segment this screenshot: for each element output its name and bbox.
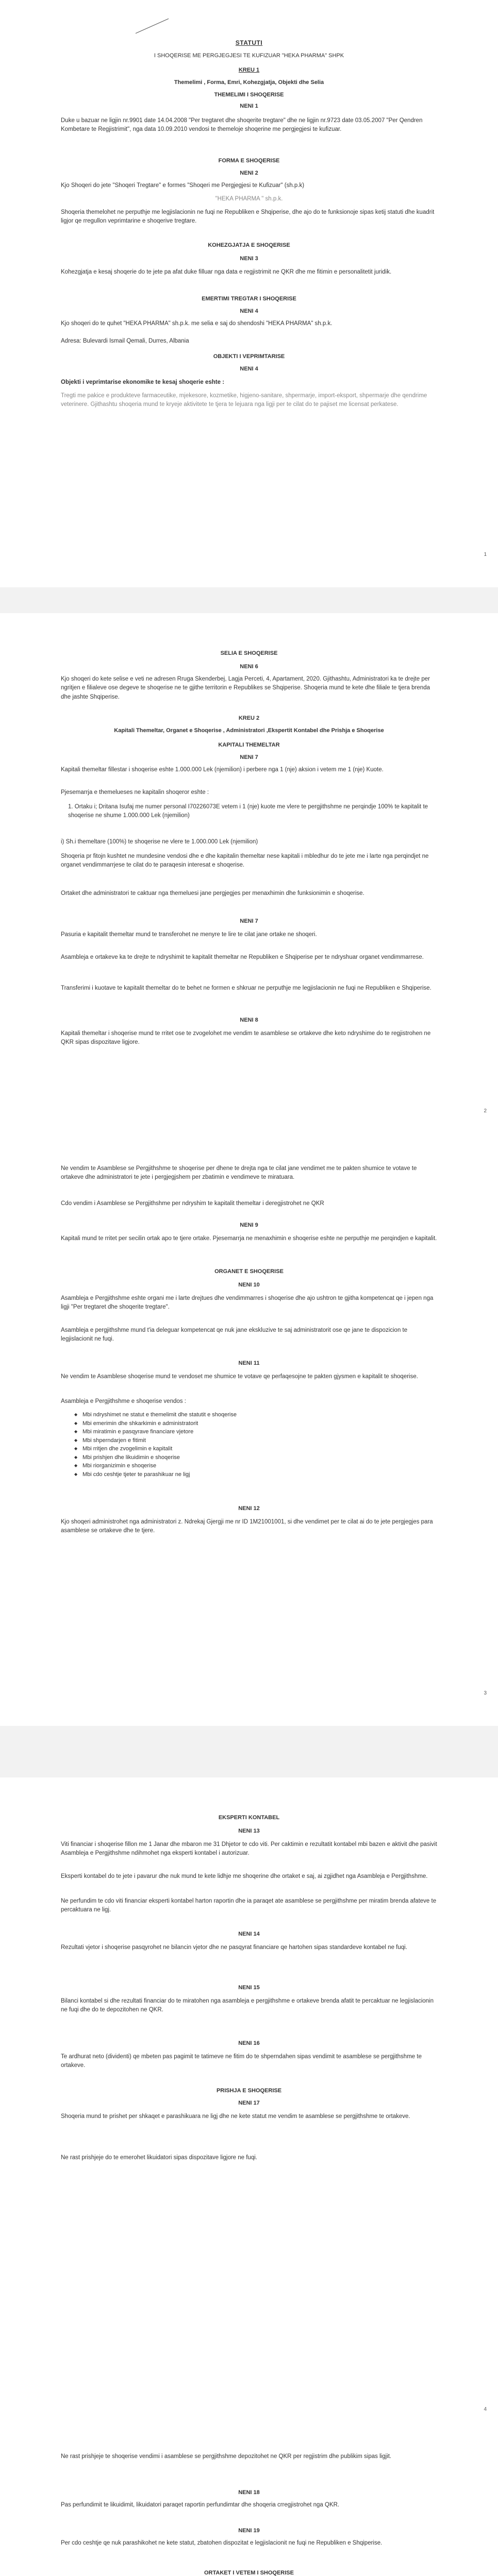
document-subtitle: I SHOQERISE ME PERGJEGJESI TE KUFIZUAR "HEKA PHARMA" SHPK — [154, 53, 344, 59]
article-text: Ortaket dhe administratori te caktuar nga themeluesi jane pergjegjes per menaxhimin dhe funksionimin e shoqerise. — [61, 890, 364, 896]
company-name: "HEKA PHARMA " sh.p.k. — [215, 196, 283, 202]
article-heading: NENI 8 — [240, 1017, 258, 1023]
article-text: Shoqeria themelohet ne perputhje me legjislacionin ne fuqi ne Republiken e Shqiperise, dhe ajo do te funksionoje sipas ketij statuti dhe kuadrit ligjor qe rregullon veprimtarine e shoqerive tregtare. — [61, 209, 435, 225]
article-text: Ne perfundim te cdo viti financiar eksperti kontabel harton raportin dhe ia paraqet ate asamblese se pergjithshme per miratim brenda afateve te percaktuara ne ligj. — [61, 1898, 437, 1913]
article-heading: NENI 4 — [240, 308, 258, 314]
article-text: Ne vendim te Asamblese se Pergjithshme te shoqerise per dhene te drejta nga te cilat jane vendimet me te pakten shumice te votave te ortakeve dhe administratori te jete i pergjegjshem per zbatimin e vendimeve te miratuara. — [61, 1165, 417, 1181]
document-page-2 — [0, 613, 498, 1144]
section-heading: OBJEKTI I VEPRIMTARISE — [213, 353, 285, 360]
article-heading: NENI 7 — [240, 918, 258, 924]
article-heading: NENI 3 — [240, 256, 258, 262]
chapter-subtitle: Kapitali Themeltar, Organet e Shoqerise , Administratori ,Ekspertit Kontabel dhe Prishja e Shoqerise — [114, 727, 384, 734]
article-text: Kohezgjatja e kesaj shoqerie do te jete pa afat duke filluar nga data e regjistrimit ne QKR dhe me fitimin e personalitetit juridik. — [61, 269, 392, 275]
chapter-heading: KREU 1 — [238, 67, 260, 73]
article-text: Ne rast prishjeje te shoqerise vendimi i asamblese se pergjithshme depozitohet ne QKR per regjistrim dhe publikim sipas ligjit. — [61, 2453, 392, 2460]
document-title: STATUTI — [235, 39, 263, 46]
page-gap — [0, 587, 498, 613]
chapter-heading: KREU 2 — [238, 715, 260, 721]
article-heading: NENI 10 — [238, 1282, 260, 1288]
article-heading: NENI 18 — [238, 2489, 260, 2496]
article-heading: NENI 19 — [238, 2528, 260, 2534]
article-text: Shoqeria pr fitojn kushtet ne mundesine vendosi dhe e dhe kapitalin themeltar nese kapitali i mbledhur do te jete me i larte nga perqindjet ne organet vendimmarrjese te cilat do te paraqesin interesat e shoqerise. — [61, 853, 429, 869]
article-text: Per cdo ceshtje qe nuk parashikohet ne kete statut, zbatohen dispozitat e legjislacionit ne fuqi ne Republiken e Shqiperise. — [61, 2540, 383, 2546]
article-text: Pjesemarrja e themelueses ne kapitalin shoqeror eshte : — [61, 789, 209, 795]
document-page-5 — [0, 2442, 498, 2576]
article-text: Viti financiar i shoqerise fillon me 1 Janar dhe mbaron me 31 Dhjetor te cdo viti. Per caktimin e rezultatit kontabel mbi bazen e aktivit dhe pasivit Asambleja e Pergjithshme ndihmohet nga eksperti kontabel i autorizuar. — [61, 1841, 437, 1857]
section-heading: ORTAKET I VETEM I SHOQERISE — [204, 2570, 294, 2576]
list-item: ◆ Mbi miratimin e pasqyrave financiare vjetore — [74, 1428, 437, 1436]
page-number: 4 — [484, 2406, 487, 2412]
article-heading: NENI 4 — [240, 366, 258, 372]
list-item: ◆ Mbi emerimin dhe shkarkimin e administratorit — [74, 1419, 437, 1428]
page-number: 1 — [484, 552, 487, 557]
article-heading: NENI 7 — [240, 754, 258, 760]
article-text: Cdo vendim i Asamblese se Pergjithshme per ndryshim te kapitalit themeltar i deregjistrohet ne QKR — [61, 1200, 324, 1207]
article-heading: NENI 11 — [238, 1360, 260, 1366]
article-text: Asambleja e pergjithshme mund t'ia deleguar kompetencat qe nuk jane ekskluzive te saj administratorit ose qe jane te dispozicion te legjislacionit ne fuqi. — [61, 1327, 408, 1343]
article-text: Te ardhurat neto (dividenti) qe mbeten pas pagimit te tatimeve ne fitim do te shperndahen sipas vendimit te asamblese se pergjithshme te ortakeve. — [61, 2054, 422, 2069]
article-heading: NENI 6 — [240, 664, 258, 670]
section-heading: ORGANET E SHOQERISE — [214, 1268, 284, 1275]
chapter-subtitle: Themelimi , Forma, Emri, Kohezgjatja, Objekti dhe Selia — [174, 79, 324, 86]
article-heading: NENI 14 — [238, 1931, 260, 1937]
article-text: Bilanci kontabel si dhe rezultati financiar do te miratohen nga asambleja e pergjithshme e ortakeve brenda afatit te percaktuar ne legjislacionin ne fuqi dhe do te depozitohen ne QKR. — [61, 1998, 434, 2013]
article-heading: NENI 2 — [240, 170, 258, 176]
page-number: 3 — [484, 1690, 487, 1696]
section-heading: PRISHJA E SHOQERISE — [216, 2088, 282, 2094]
article-text: i) Sh.i themeltare (100%) te shoqerise ne vlere te 1.000.000 Lek (njemilion) — [61, 839, 258, 845]
article-text: 1. Ortaku i; Dritana Isufaj me numer personal I70226073E vetem i 1 (nje) kuote me vlere te pergjithshme ne perqindje 100% te kapitalit te shoqerise ne shume 1.000.000 Lek (njemilion) — [68, 804, 428, 819]
article-text: Rezultati vjetor i shoqerise pasqyrohet ne bilancin vjetor dhe ne pasqyrat financiare qe hartohen sipas standardeve kontabel ne fuqi. — [61, 1944, 407, 1951]
article-text: Asambleja e Pergjithshme eshte organi me i larte drejtues dhe vendimmarres i shoqerise dhe ajo ushtron te gjitha kompetencat qe i jepen nga ligji "Per tregtaret dhe shoqerite tregtare". — [61, 1295, 434, 1311]
article-heading: NENI 16 — [238, 2040, 260, 2046]
article-heading: NENI 12 — [238, 1505, 260, 1512]
article-text: Transferimi i kuotave te kapitalit themeltar do te behet ne formen e shkruar ne perputhje me legjislacionin ne fuqi ne Republiken e Shqiperise. — [61, 985, 431, 991]
article-text: Adresa: Bulevardi Ismail Qemali, Durres, Albania — [61, 338, 189, 344]
article-heading: NENI 17 — [238, 2100, 260, 2106]
article-text: Pasuria e kapitalit themeltar mund te transferohet ne menyre te lire te cilat jane ortake ne shoqeri. — [61, 931, 317, 938]
section-heading: EKSPERTI KONTABEL — [218, 1815, 280, 1821]
article-text: Shoqeria mund te prishet per shkaqet e parashikuara ne ligj dhe ne kete statut me vendim te asamblese se pergjithshme te ortakeve. — [61, 2113, 410, 2120]
section-heading: KAPITALI THEMELTAR — [218, 742, 280, 748]
list-item: ◆ Mbi prishjen dhe likuidimin e shoqerise — [74, 1453, 437, 1462]
document-page-1 — [0, 0, 498, 587]
article-text: Asambleja e ortakeve ka te drejte te ndryshimit te kapitalit themeltar ne Republiken e Shqiperise per te ndryshuar organet vendimmarrese. — [61, 954, 424, 960]
article-text: Kjo shoqeri administrohet nga administratori z. Ndrekaj Gjergji me nr ID 1M21001001, si dhe vendimet per te cilat ai do te jete pergjegjes para asamblese se ortakeve dhe te tjere. — [61, 1519, 433, 1534]
list-item: ◆ Mbi ndryshimet ne statut e themelimit dhe statutit e shoqerise — [74, 1411, 437, 1419]
section-heading: THEMELIMI I SHOQERISE — [214, 92, 284, 98]
list-item: ◆ Mbi cdo ceshtje tjeter te parashikuar ne ligj — [74, 1470, 437, 1479]
list-item: ◆ Mbi shperndarjen e fitimit — [74, 1436, 437, 1445]
section-heading: SELIA E SHOQERISE — [220, 650, 278, 656]
article-text: Ne rast prishjeje do te emerohet likuidatori sipas dispozitave ligjore ne fuqi. — [61, 2155, 257, 2161]
article-heading: NENI 13 — [238, 1828, 260, 1834]
page-number: 2 — [484, 1108, 487, 1114]
article-text: Kapitali mund te rritet per secilin ortak apo te tjere ortake. Pjesemarrja ne menaxhimin e shoqerise eshte ne perputhje me perqindjen e kapitalit. — [61, 1235, 437, 1242]
article-text: Ne vendim te Asamblese shoqerise mund te vendoset me shumice te votave qe perfaqesojne te pakten gjysmen e kapitalit te shoqerise. — [61, 1374, 418, 1380]
article-text: Kapitali themeltar i shoqerise mund te rritet ose te zvogelohet me vendim te asamblese se ortakeve dhe keto ndryshime do te regjistrohen ne QKR sipas dispozitave ligjore. — [61, 1030, 431, 1046]
article-heading: NENI 15 — [238, 1985, 260, 1991]
article-text: Kapitali themeltar fillestar i shoqerise eshte 1.000.000 Lek (njemilion) i perbere nga 1 (nje) aksion i vetem me 1 (nje) Kuote. — [61, 767, 384, 773]
list-item: ◆ Mbi rritjen dhe zvogelimin e kapitalit — [74, 1445, 437, 1453]
article-text: Pas perfundimit te likuidimit, likuidatori paraqet raportin perfundimtar dhe shoqeria crregjistrohet nga QKR. — [61, 2502, 340, 2508]
article-heading: NENI 9 — [240, 1222, 258, 1228]
list-item: ◆ Mbi riorganizimin e shoqerise — [74, 1462, 437, 1470]
article-text: Kjo shoqeri do te quhet "HEKA PHARMA" sh.p.k. me selia e saj do shendoshi "HEKA PHARMA" sh.p.k. — [61, 320, 333, 327]
article-text: Tregti me pakice e produkteve farmaceutike, mjekesore, kozmetike, higjeno-sanitare, shpermarje, import-eksport, shpermarje dhe qendrime veterinere. Gjithashtu shoqeria mund te kryeje aktivitete te tjera te lejuara nga ligji per te cilat do te pajiset me licensat perkatese. — [61, 393, 427, 408]
document-page-4 — [0, 1777, 498, 2442]
document-page-3 — [0, 1144, 498, 1726]
article-text: Asambleja e Pergjithshme e shoqerise vendos : — [61, 1398, 186, 1404]
article-text: Objekti i veprimtarise ekonomike te kesaj shoqerie eshte : — [61, 379, 225, 385]
section-heading: EMERTIMI TREGTAR I SHOQERISE — [202, 296, 296, 302]
article-text: Kjo Shoqeri do jete "Shoqeri Tregtare" e formes "Shoqeri me Pergjegjesi te Kufizuar" (sh.p.k) — [61, 182, 305, 189]
article-text: Kjo shoqeri do kete selise e veti ne adresen Rruga Skenderbej, Lagja Perceti, 4, Apartament, 2020. Gjithashtu, Administratori ka te drejte per ngritjen e filialeve ose degeve te shoqerise ne te gjithe territorin e Republikes se Shqiperise. Shoqeria mund te kete dhe filiale te tjera brenda dhe jashte Shqiperise. — [61, 676, 430, 700]
page-gap — [0, 1726, 498, 1777]
section-heading: FORMA E SHOQERISE — [218, 158, 280, 164]
article-heading: NENI 1 — [240, 103, 258, 109]
section-heading: KOHEZGJATJA E SHOQERISE — [208, 242, 290, 248]
article-text: Duke u bazuar ne ligjin nr.9901 date 14.04.2008 "Per tregtaret dhe shoqerite tregtare" dhe ne ligjin nr.9723 date 03.05.2007 "Per Qendren Kombetare te Regjistrimit", nga data 10.09.2010 vendosi te themeloje shoqerine me pergjegjesi te kufizuar. — [61, 117, 423, 133]
article-text: Eksperti kontabel do te jete i pavarur dhe nuk mund te kete lidhje me shoqerine dhe ortaket e saj, ai zgjidhet nga Asambleja e Pergjithshme. — [61, 1873, 428, 1879]
powers-list — [61, 1411, 437, 1479]
